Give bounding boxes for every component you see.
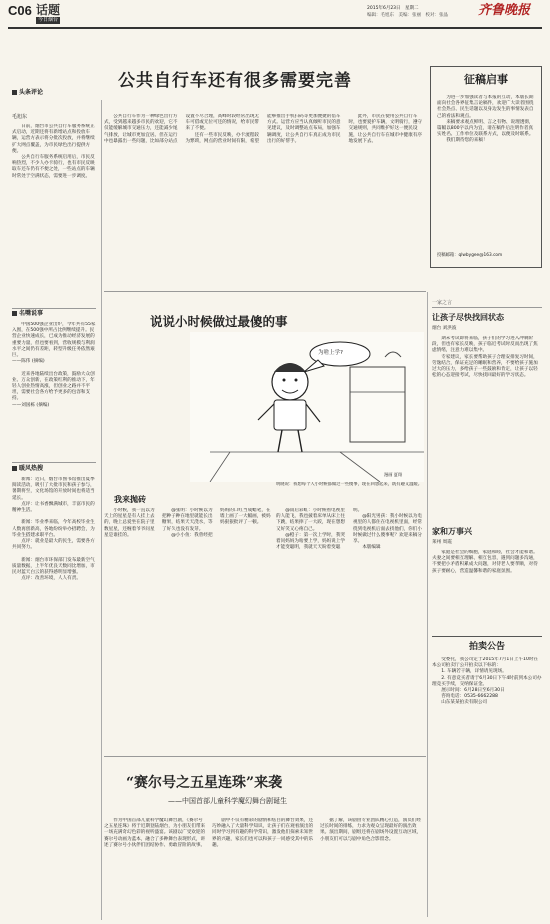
header-rule	[8, 27, 542, 29]
feature-body-left: 小时候，我一直以为天上的星星是有人挂上去的，晚上总爱坐在院子里数星星，还缠着爷爷问星星是谁挂的。 @张明：小时候以为把种子种在地里就能长出糖果，结果天天浇水，等了好久也没有发芽。 @小小鱼：我曾经把妈妈的口红当成蜡笔，在墙上画了一大幅画，被妈妈狠狠批评了一顿。	[104, 508, 271, 538]
article-byline-1: 烟台 刘洪波	[432, 326, 457, 331]
column-label: 一家之言	[432, 300, 453, 306]
bottom-article-title: “赛尔号之五星连珠”来袭	[126, 775, 283, 791]
cartoon-drawing	[190, 332, 424, 482]
hot-search-text: 新闻：近日，烟台市图书馆推出夏季阅读活动，吸引了大批市民和孩子参与，暑期将至，文化场馆的开放时间也将适当延长。 点评：让书香飘满城市，丰富市民的精神生活。 新闻：毕业季来临，今年高校毕业生人数再创新高，各地纷纷举办招聘会，为毕业生搭建求职平台。 点评：就业是最大的民生，需要各方共同努力。 新闻：烟台市环保部门发布最新空气质量数据，上半年优良天数同比增加，市民对蓝天白云的获得感明显增强。 点评：改善环境，人人有责。	[12, 477, 95, 582]
article-title-1: 让孩子尽快找回状态	[432, 312, 504, 322]
bottom-article-col-3: 据了解，该剧由专业团队精心打造，演员们经过长时间的排练，力求为观众呈现最好的演出效果。演出期间，剧组还将在剧场外设置互动区域，小朋友们可以与剧中角色合影留念。	[320, 818, 422, 842]
pundit-quotes-text: 中国500强企业出炉，今年共有55家入围，在500强中所占比例继续提升。民营企业快速成长，已成为推动经济发展的重要力量，但也要看到，营收规模与利润水平之间仍有差距，转型升级任务依然艰巨。 ——陈伟 (摘编) 近来各地陆续出台政策，鼓励大众创业、万众创新，在政策红利的推动下，年轻人创业热情高涨，但创业之路并不平坦，需要社会各方给予更多的包容和支持。 ——刘国栋 (摘编)	[12, 322, 96, 408]
divider	[104, 756, 426, 757]
feature-subheading: 我来抛砖	[114, 494, 146, 504]
column-rule	[427, 292, 428, 917]
top-article-body: 公共自行车作为一种绿色出行方式，受到越来越多市民的欢迎，它不仅能缓解城市交通压力，还能减少尾气排放，让城市更加宜居。但在运行中也暴露出一些问题，比如部分站点设置不尽合理，高峰时段经常出现无车可借或无位可还的情况，给市民带来了不便。 还有一些市民反映，办卡流程较为繁琐，网点的营业时间有限，希望能够推出手机扫码等更加便捷的借车方式。运营方应当认真倾听市民的意见建议，及时调整站点布局，加强车辆调度，让公共自行车真正成为市民出行的好帮手。 此外，市民在使用公共自行车时，也要爱护车辆，文明骑行，遵守交通规则，共同维护好这一便民设施，让公共自行车在城市中健康有序地发展下去。	[104, 114, 423, 144]
cartoon-caption: 明晓说：我想每个人小时候都做过一些傻事，现在回想起来，既有趣又温暖。	[276, 482, 423, 487]
headline-title: 公共自行车还有很多需要完善	[118, 71, 352, 91]
byline: 毛旭东	[12, 114, 28, 120]
auction-notice-box	[432, 636, 542, 916]
feature-title: 说说小时候做过最傻的事	[150, 314, 288, 329]
bottom-article-col-1: 作为中国首部儿童科学魔幻舞台剧，《赛尔号之五星连珠》将于近期登陆烟台，为小朋友们带来一场充满奇幻色彩的视听盛宴。该剧以广受欢迎的赛尔号动画为蓝本，融合了多种舞台表现形式，讲述了赛尔号小伙伴们团结协作、勇敢冒险的故事。	[104, 818, 206, 848]
call-for-papers-box	[430, 66, 542, 268]
divider	[12, 462, 96, 463]
auction-notice-body: 受委托，我公司定于2015年7月1日上午10时在本公司拍卖厅公开拍卖以下标的： 1. 车辆若干辆，详情请见现场。 2. 有意竞买者请于6月30日下午4时前到本公司办理竞买手续，交纳保证金。 展示时间：6月28日至6月30日 咨询电话：0535-6662288 山东某某拍卖有限公司	[432, 657, 542, 706]
editor-credits: 编辑：毛旭东 美编：张丽 校对：张晶	[367, 13, 448, 18]
article-body-1: 期末考试即将来临，孩子们的学习进入冲刺阶段，但也有家长反映，孩子临近考试时反而出现了焦虑情绪，注意力难以集中。 专家建议，家长要帮助孩子合理安排复习时间，劳逸结合，保证充足的睡眠和营养，不要给孩子施加过大的压力，多给孩子一些鼓励和肯定，让孩子以轻松的心态迎接考试，尽快找回最好的学习状态。	[432, 336, 538, 379]
article-title-2: 家和万事兴	[432, 526, 472, 536]
issue-date: 2015年6月23日 星期二	[367, 6, 419, 11]
call-for-papers-title: 征稿启事	[464, 73, 508, 86]
section-name: 话题	[36, 3, 61, 17]
column-rule	[101, 100, 102, 920]
divider	[432, 307, 542, 308]
section-tag-headline-comment: 头条评论	[12, 90, 43, 96]
auction-notice-title: 拍卖公告	[468, 642, 505, 652]
article-byline-2: 莱州 周霞	[432, 540, 452, 545]
cartoon-credit: 漫画 夏翔	[384, 472, 403, 477]
divider	[104, 291, 426, 292]
divider	[12, 308, 96, 309]
feature-body-right: @雨后彩虹：小时候看电视里的人能飞，我也披着床单从床上往下跳，结果摔了一大跤，现在想想又好笑又心疼自己。 @橙子：第一次上学时，我哭着问妈妈为啥要上学，妈妈说上学才能变聪明，我就天天盼着变聪明。 @阳光男孩：我小时候以为电视里的人都住在电视机里面，经常绕到电视机后面去找他们，你们小时候做过什么傻事呢？欢迎来稿分享。 本版编辑	[276, 508, 422, 551]
section-sub-badge: 今日烟台	[38, 17, 59, 23]
section-tag-pundits: 名嘴说事	[12, 311, 43, 317]
speech-bubble-text: 为啥上学?	[318, 350, 343, 356]
page-number: C06	[8, 3, 32, 18]
section-tag-hot-search: 暖风热搜	[12, 466, 43, 472]
bottom-article-col-2: 剧中不仅有精彩的剧情和炫目的舞台效果，还巧妙融入了大量科学知识，让孩子们在观看演出的同时学习到有趣的科学常识，激发他们探索未知世界的兴趣，家长们也可以和孩子一同感受其中的乐趣。	[212, 818, 314, 848]
left-commentary-text: 日前，烟台市公共自行车服务系统正式启动，近期还将有新增站点和投放车辆，运营方表示将分批次投放，并将继续扩大网点覆盖，为市民绿色出行提供方便。 公共自行车服务系统启用后，市民反响热烈，不少人办卡骑行，也有市民反映取车还车仍有不便之处，一些站点的车辆时常处于空满状态，需要进一步调度。	[12, 124, 95, 179]
submission-email: 投稿邮箱：qlwbygee@163.com	[437, 253, 503, 258]
call-for-papers-body: 为进一步加强读者与本报的互动，本版长期面向社会各界征集言论稿件，欢迎广大读者围绕社会热点、民生话题以及身边发生的事情发表自己的看法和观点。 来稿要求观点鲜明、言之有物、说理透彻，篇幅以800字以内为宜，请在稿件后注明作者真实姓名、工作单位及联系方式，以便及时联系。 我们期待您的来稿！	[437, 95, 534, 144]
page-header	[0, 0, 550, 28]
article-body-2: 家庭是社会的细胞，家庭和睦，社会才能和谐。夫妻之间要相互理解、相互包容，遇到问题多沟通，不要把小矛盾积累成大问题，对待老人要孝顺，对待孩子要耐心，营造温馨和谐的家庭氛围。	[432, 550, 538, 574]
bottom-article-subtitle: ——中国首部儿童科学魔幻舞台剧诞生	[168, 797, 287, 805]
cartoon-illustration	[190, 332, 424, 482]
newspaper-logo: 齐鲁晚报	[478, 3, 531, 18]
